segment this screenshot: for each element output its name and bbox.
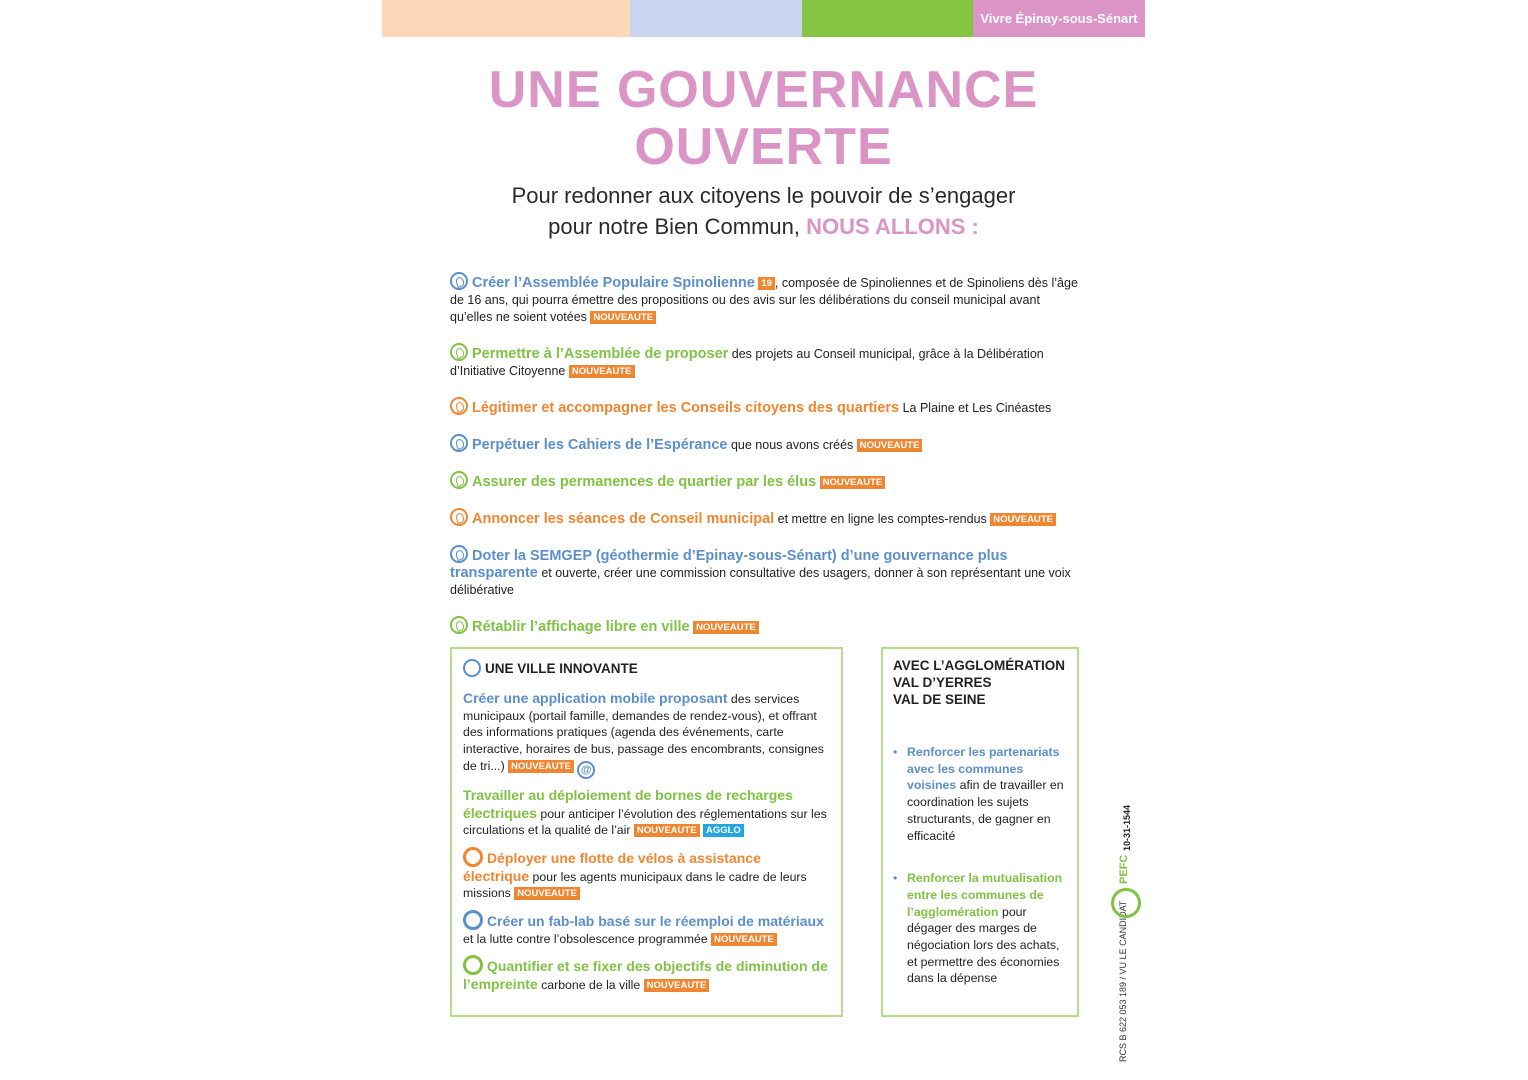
subtitle-line-1: Pour redonner aux citoyens le pouvoir de s’engager [511, 183, 1016, 208]
list-item [450, 397, 1080, 417]
item-text: , composée de Spinoliennes et de Spinoliens dès l’âge de 16 ans, qui pourra émettre des propositions ou des avis sur les délibérations du conseil municipal avant qu’elles ne soient votées [450, 276, 1078, 324]
circle-logo-icon [450, 272, 468, 290]
title-line-1: UNE GOUVERNANCE [488, 61, 1039, 119]
circle-logo-icon [450, 397, 468, 415]
item-text: afin de travailler en coordination les sujets structurants, de gagner en efficacité [907, 778, 1064, 843]
list-item [463, 690, 830, 779]
box-heading [893, 657, 1067, 708]
item-lead: Annoncer les séances de Conseil municipal [472, 511, 775, 527]
nouveaute-badge: NOUVEAUTE [569, 365, 635, 378]
color-segment-green [802, 0, 973, 37]
item-lead: Renforcer les partenariats avec les communes voisines [907, 745, 1060, 793]
commitment-list [450, 272, 1080, 636]
item-lead: Quantifier et se fixer des objectifs de diminution de l’empreinte [463, 958, 828, 993]
nouveaute-badge: NOUVEAUTE [693, 621, 759, 634]
item-lead: Permettre à l’Assemblée de proposer [472, 346, 729, 362]
subtitle [382, 180, 1145, 242]
nouveaute-badge: NOUVEAUTE [857, 439, 923, 452]
nouveaute-badge: NOUVEAUTE [514, 887, 580, 900]
item-lead: Doter la SEMGEP (géothermie d’Epinay-sous-Sénart) d’une gouvernance plus transparente [450, 548, 1008, 581]
nouveaute-badge: NOUVEAUTE [590, 311, 656, 324]
pefc-number: 10-31-1544 [1122, 804, 1132, 851]
box-heading-line: AVEC L’AGGLOMÉRATION [893, 658, 1065, 673]
item-lead: Déployer une flotte de vélos à assistance électrique [463, 849, 761, 884]
item-text: carbone de la ville [537, 978, 641, 993]
color-segment-peach [382, 0, 630, 37]
circle-logo-icon [450, 545, 468, 563]
list-item [463, 955, 830, 993]
box-heading [463, 659, 830, 677]
reference-badge: 19 [758, 277, 775, 290]
box-heading-text: UNE VILLE INNOVANTE [485, 661, 638, 676]
subtitle-accent: NOUS ALLONS : [806, 214, 979, 239]
bullet-list [893, 744, 1067, 987]
nouveaute-badge: NOUVEAUTE [508, 760, 574, 773]
top-color-bar [382, 0, 1145, 37]
agglo-badge: AGGLO [703, 824, 744, 837]
item-text: pour anticiper l’évolution des réglementations sur les circulations et la qualité de l’air [463, 806, 827, 838]
box-heading-line: VAL DE SEINE [893, 692, 986, 707]
legal-mention: RCS B 622 053 189 / VU LE CANDIDAT [1118, 900, 1128, 1062]
circle-logo-icon [450, 616, 468, 634]
box-heading-line: VAL D’YERRES [893, 675, 992, 690]
list-item [893, 744, 1067, 844]
list-item [463, 787, 830, 839]
nouveaute-badge: NOUVEAUTE [644, 979, 710, 992]
item-text: pour dégager des marges de négociation lors des achats, et permettre des économies dans la dépense [907, 904, 1060, 986]
nouveaute-badge: NOUVEAUTE [634, 824, 700, 837]
list-item [893, 870, 1067, 987]
item-lead: Légitimer et accompagner les Conseils citoyens des quartiers [472, 400, 900, 416]
circle-logo-icon [463, 955, 483, 975]
list-item [450, 616, 1080, 636]
list-item [450, 272, 1080, 326]
item-lead: Créer l’Assemblée Populaire Spinolienne [472, 275, 755, 291]
item-lead: Travailler au déploiement de bornes de recharges électriques [463, 786, 793, 821]
pefc-label: PEFC [1118, 854, 1130, 884]
list-item [450, 508, 1080, 528]
item-lead: Perpétuer les Cahiers de l’Espérance [472, 437, 728, 453]
list-item [450, 434, 1080, 454]
circle-logo-icon [463, 847, 483, 867]
page-title [382, 62, 1145, 176]
item-lead: Assurer des permanences de quartier par les élus [472, 474, 817, 490]
list-item [463, 910, 830, 947]
item-lead: Renforcer la mutualisation entre les communes de l’agglomération [907, 871, 1063, 919]
circle-logo-icon [450, 434, 468, 452]
circle-logo-icon [463, 910, 483, 930]
item-text: La Plaine et Les Cinéastes [899, 401, 1052, 415]
circle-logo-icon [450, 471, 468, 489]
title-line-2: OUVERTE [634, 118, 893, 176]
item-lead: Créer une application mobile proposant [463, 690, 728, 706]
nouveaute-badge: NOUVEAUTE [990, 513, 1056, 526]
circle-logo-icon [450, 508, 468, 526]
circle-logo-icon [450, 343, 468, 361]
nouveaute-badge: NOUVEAUTE [711, 933, 777, 946]
section-tag: Vivre Épinay-sous-Sénart [973, 0, 1145, 37]
agglomeration-box [881, 647, 1079, 1017]
circle-logo-icon [463, 659, 481, 677]
list-item [450, 343, 1080, 380]
color-segment-blue [630, 0, 802, 37]
list-item [463, 847, 830, 902]
list-item [450, 471, 1080, 491]
item-text: des projets au Conseil municipal, grâce à la Délibération d’Initiative Citoyenne [450, 347, 1044, 378]
at-sign-icon: @ [577, 761, 595, 779]
item-lead: Rétablir l’affichage libre en ville [472, 619, 690, 635]
pefc-logo-icon [1111, 888, 1141, 918]
list-item [450, 545, 1080, 599]
item-text: pour les agents municipaux dans le cadre de leurs missions [463, 869, 807, 901]
ville-innovante-box [450, 647, 843, 1017]
item-text: des services municipaux (portail famille, demandes de rendez-vous), et offrant des informations pratiques (agenda des événements, carte interactive, horaires de bus, passage des encombrants, consignes de tri...) [463, 692, 824, 773]
item-text: et mettre en ligne les comptes-rendus [774, 512, 987, 526]
nouveaute-badge: NOUVEAUTE [820, 476, 886, 489]
item-text: et la lutte contre l’obsolescence programmée [463, 931, 708, 946]
item-lead: Créer un fab-lab basé sur le réemploi de matériaux [487, 913, 824, 930]
item-text: et ouverte, créer une commission consultative des usagers, donner à son représentant une voix délibérative [450, 566, 1071, 597]
item-text: que nous avons créés [727, 438, 854, 452]
subtitle-line-2-text: pour notre Bien Commun, [548, 214, 801, 239]
subtitle-line-2 [382, 211, 1145, 242]
